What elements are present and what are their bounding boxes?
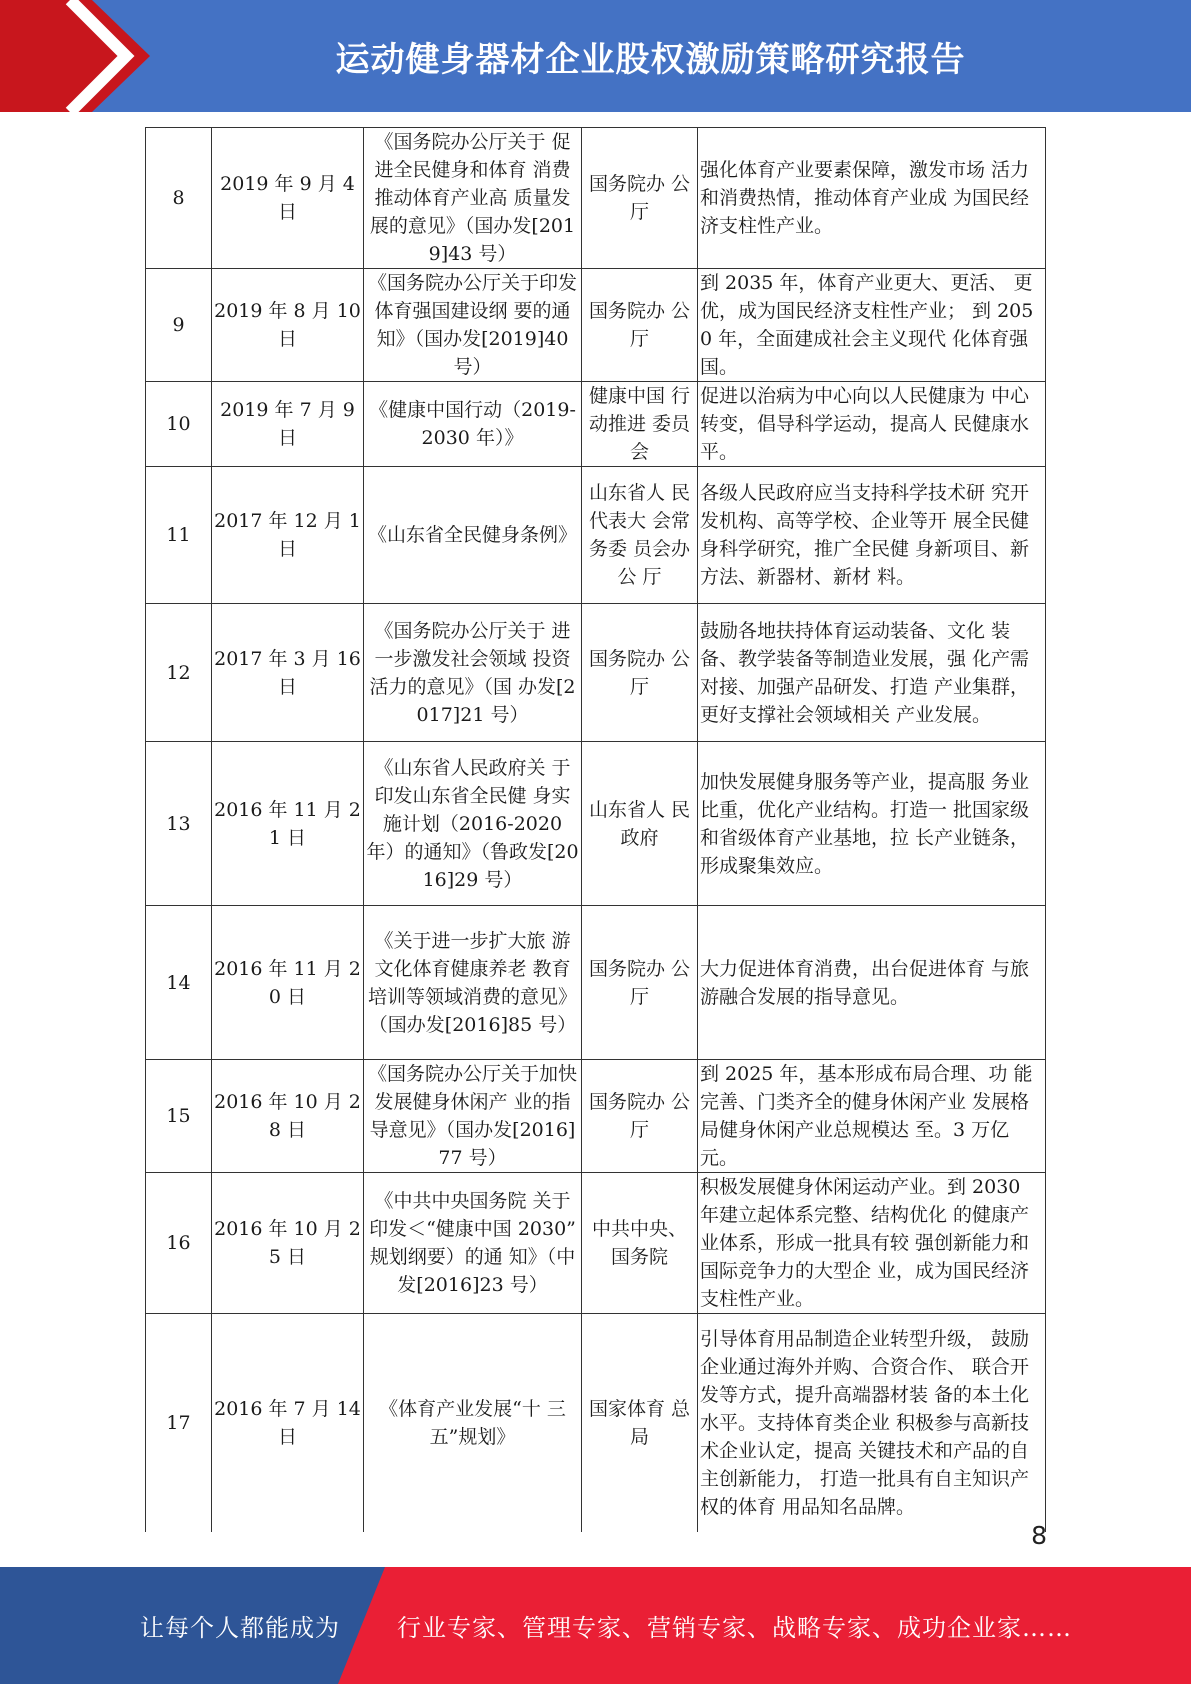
row-number: 13 (146, 742, 212, 906)
issue-date: 2016 年 11 月 20 日 (212, 906, 364, 1060)
row-number: 9 (146, 269, 212, 382)
issue-date: 2019 年 9 月 4 日 (212, 128, 364, 269)
policy-content: 积极发展健身休闲运动产业。到 2030 年建立起体系完整、结构优化 的健康产业体系，形成一批具有较 强创新能力和国际竞争力的大型企 业，成为国民经济支柱性产业。 (698, 1173, 1046, 1314)
row-number: 8 (146, 128, 212, 269)
issue-date: 2016 年 10 月 28 日 (212, 1060, 364, 1173)
policy-content: 促进以治病为中心向以人民健康为 中心转变，倡导科学运动，提高人 民健康水平。 (698, 382, 1046, 467)
page-title: 运动健身器材企业股权激励策略研究报告 (335, 39, 966, 80)
row-number: 17 (146, 1314, 212, 1532)
issuing-body: 国务院办 公厅 (582, 269, 698, 382)
row-number: 10 (146, 382, 212, 467)
issue-date: 2019 年 8 月 10 日 (212, 269, 364, 382)
document-title: 《体育产业发展“十 三五”规划》 (364, 1314, 582, 1532)
issuing-body: 健康中国 行动推进 委员会 (582, 382, 698, 467)
document-title: 《中共中央国务院 关于印发＜“健康中国 2030” 规划纲要）的通 知》（中发[2016]23 号） (364, 1173, 582, 1314)
policy-table (145, 127, 1046, 1532)
issue-date: 2016 年 10 月 25 日 (212, 1173, 364, 1314)
policy-content: 各级人民政府应当支持科学技术研 究开发机构、高等学校、企业等开 展全民健身科学研究，推广全民健 身新项目、新方法、新器材、新材 料。 (698, 467, 1046, 604)
issue-date: 2016 年 7 月 14 日 (212, 1314, 364, 1532)
document-title: 《关于进一步扩大旅 游文化体育健康养老 教育培训等领域消费的意见》（国办发[2016]85 号） (364, 906, 582, 1060)
issuing-body: 国务院办 公厅 (582, 604, 698, 742)
footer-banner (0, 1567, 1191, 1684)
table-row (146, 467, 1046, 604)
table-row (146, 1060, 1046, 1173)
policy-content: 到 2035 年，体育产业更大、更活、 更优，成为国民经济支柱性产业； 到 2050 年，全面建成社会主义现代 化体育强国。 (698, 269, 1046, 382)
row-number: 11 (146, 467, 212, 604)
document-title: 《国务院办公厅关于印发体育强国建设纲 要的通知》（国办发[2019]40 号） (364, 269, 582, 382)
document-title: 《国务院办公厅关于加快发展健身休闲产 业的指导意见》（国办发[2016]77 号） (364, 1060, 582, 1173)
policy-content: 大力促进体育消费，出台促进体育 与旅游融合发展的指导意见。 (698, 906, 1046, 1060)
table-row (146, 128, 1046, 269)
footer-slogan-left: 让每个人都能成为 (140, 1614, 340, 1642)
policy-content: 到 2025 年，基本形成布局合理、功 能完善、门类齐全的健身休闲产业 发展格局健身休闲产业总规模达 至。3 万亿元。 (698, 1060, 1046, 1173)
page-number: 8 (1031, 1521, 1047, 1550)
policy-content: 引导体育用品制造企业转型升级， 鼓励企业通过海外并购、合资合作、 联合开发等方式，提升高端器材装 备的本土化水平。支持体育类企业 积极参与高新技术企业认定，提高 关键技术和产品的自主创新能力， 打造一批具有自主知识产权的体育 用品知名品牌。 (698, 1314, 1046, 1532)
issuing-body: 国务院办 公厅 (582, 906, 698, 1060)
issuing-body: 山东省人 民代表大 会常务委 员会办公 厅 (582, 467, 698, 604)
issuing-body: 中共中央、国务院 (582, 1173, 698, 1314)
table-row (146, 906, 1046, 1060)
issuing-body: 国家体育 总局 (582, 1314, 698, 1532)
table-row (146, 742, 1046, 906)
row-number: 14 (146, 906, 212, 1060)
issuing-body: 国务院办 公厅 (582, 128, 698, 269)
issue-date: 2016 年 11 月 21 日 (212, 742, 364, 906)
document-title: 《国务院办公厅关于 促进全民健身和体育 消费推动体育产业高 质量发展的意见》（国办发[2019]43 号） (364, 128, 582, 269)
policy-content: 强化体育产业要素保障，激发市场 活力和消费热情，推动体育产业成 为国民经济支柱性产业。 (698, 128, 1046, 269)
issue-date: 2019 年 7 月 9 日 (212, 382, 364, 467)
table-row (146, 1173, 1046, 1314)
policy-content: 加快发展健身服务等产业，提高服 务业比重，优化产业结构。打造一 批国家级和省级体育产业基地，拉 长产业链条，形成聚集效应。 (698, 742, 1046, 906)
issuing-body: 山东省人 民政府 (582, 742, 698, 906)
table-row (146, 604, 1046, 742)
document-title: 《山东省人民政府关 于印发山东省全民健 身实施计划（2016-2020 年）的通知》（鲁政发[2016]29 号） (364, 742, 582, 906)
table-row (146, 382, 1046, 467)
header-banner (0, 0, 1191, 112)
issuing-body: 国务院办 公厅 (582, 1060, 698, 1173)
issue-date: 2017 年 3 月 16 日 (212, 604, 364, 742)
chevron-right-icon (0, 0, 150, 112)
document-title: 《山东省全民健身条例》 (364, 467, 582, 604)
row-number: 12 (146, 604, 212, 742)
row-number: 15 (146, 1060, 212, 1173)
footer-slogan-right: 行业专家、管理专家、营销专家、战略专家、成功企业家…… (397, 1614, 1072, 1642)
row-number: 16 (146, 1173, 212, 1314)
document-title: 《健康中国行动（2019-2030 年）》 (364, 382, 582, 467)
table-row (146, 1314, 1046, 1532)
policy-content: 鼓励各地扶持体育运动装备、文化 装备、教学装备等制造业发展，强 化产需对接、加强产品研发、打造 产业集群，更好支撑社会领域相关 产业发展。 (698, 604, 1046, 742)
issue-date: 2017 年 12 月 1 日 (212, 467, 364, 604)
document-title: 《国务院办公厅关于 进一步激发社会领域 投资活力的意见》（国 办发[2017]21 号） (364, 604, 582, 742)
table-row (146, 269, 1046, 382)
